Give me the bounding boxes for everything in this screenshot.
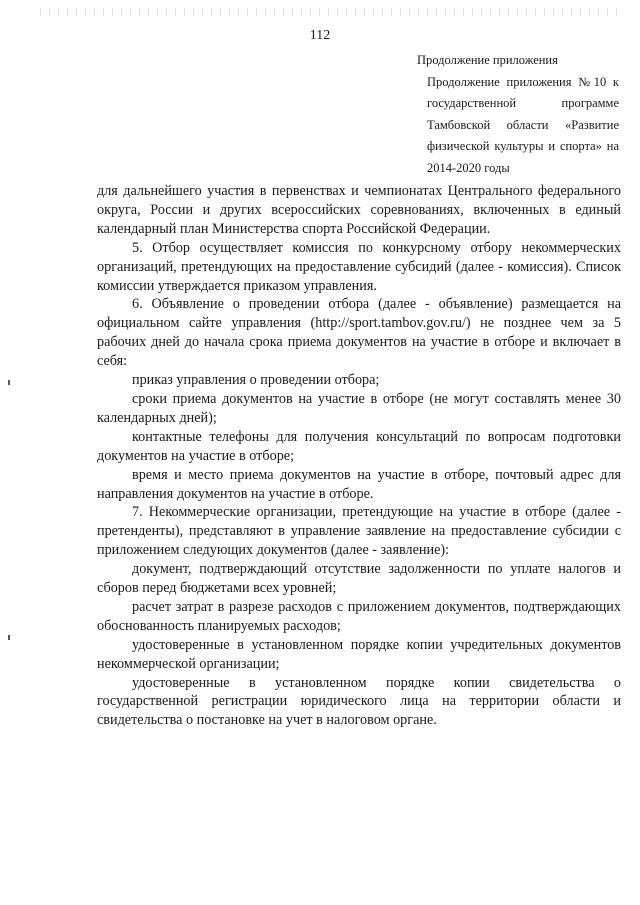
list-item: сроки приема документов на участие в отборе (не могут составлять менее 30 календарных дней); — [97, 390, 621, 426]
list-item: расчет затрат в разрезе расходов с приложением документов, подтверждающих обоснованность планируемых расходов; — [97, 598, 621, 634]
list-item: документ, подтверждающий отсутствие задолженности по уплате налогов и сборов перед бюджетами всех уровней; — [97, 561, 621, 597]
list-item: приказ управления о проведении отбора; — [132, 372, 380, 389]
appendix-text: Продолжение приложения №10 к государственной программе Тамбовской области «Развитие физической культуры и спорта» на 2014-2020 годы — [427, 74, 619, 175]
paragraph-7: 7. Некоммерческие организации, претендующие на участие в отборе (далее - претенденты), представляют в управление заявление на предоставление субсидии с приложением следующих документов (далее - заявление): — [97, 504, 621, 559]
list-item: удостоверенные в установленном порядке копии учредительных документов некоммерческой организации; — [97, 636, 621, 672]
paragraph-6: 6. Объявление о проведении отбора (далее - объявление) размещается на официальном сайте управления (http://sport.tambov.gov.ru/) не позднее чем за 5 рабочих дней до начала срока приема документов на участие в отборе и включает в себя: — [97, 296, 621, 370]
margin-mark — [8, 380, 10, 385]
appendix-heading: Продолжение приложения — [417, 53, 558, 67]
list-item: удостоверенные в установленном порядке копии свидетельства о государственной регистрации юридического лица на территории области и свидетельства о постановке на учет в налоговом органе. — [97, 674, 621, 729]
paragraph-continuation: для дальнейшего участия в первенствах и чемпионатах Центрального федерального округа, России и других всероссийских соревнованиях, включенных в единый календарный план Министерства спорта Российской Федерации. — [97, 183, 621, 237]
list-item: время и место приема документов на участие в отборе, почтовый адрес для направления документов на участие в отборе. — [97, 466, 621, 502]
margin-mark — [8, 635, 10, 640]
document-body — [97, 182, 621, 730]
page-number: 112 — [309, 28, 331, 43]
list-item: контактные телефоны для получения консультаций по вопросам подготовки документов на участие в отборе; — [97, 428, 621, 464]
paragraph-5: 5. Отбор осуществляет комиссия по конкурсному отбору некоммерческих организаций, претендующих на предоставление субсидий (далее - комиссия). Список комиссии утверждается приказом управления. — [97, 239, 621, 294]
appendix-note — [417, 50, 619, 180]
scan-noise — [40, 8, 620, 16]
